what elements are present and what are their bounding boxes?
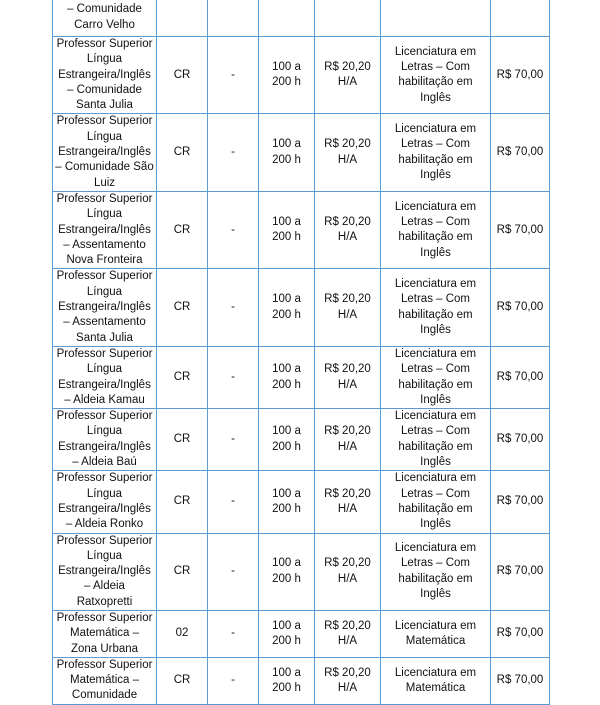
- valor-hora-cell: [315, 610, 381, 657]
- valor-hora-cell: [315, 533, 381, 610]
- cargo-cell-line: Zona Urbana: [70, 642, 139, 655]
- pne-cell: [208, 0, 259, 37]
- requisito-cell-line: Licenciatura em: [394, 472, 477, 485]
- valor-hora-cell: [315, 409, 381, 471]
- cargo-cell-line: Estrangeira/Inglês: [58, 301, 151, 314]
- valor-hora-cell: [315, 37, 381, 114]
- carga-horaria-cell: [259, 610, 315, 657]
- carga-horaria-cell: [259, 0, 315, 37]
- requisito-cell-line: habilitação em: [398, 572, 473, 585]
- valor-hora-cell-line: H/A: [337, 572, 358, 585]
- carga-horaria-cell: [259, 471, 315, 533]
- cargo-cell-line: Língua: [86, 130, 123, 143]
- carga-horaria-cell-line: 200 h: [272, 502, 301, 515]
- requisito-cell-line: Inglês: [420, 246, 451, 259]
- carga-horaria-cell-line: 100 a: [272, 557, 301, 570]
- valor-hora-cell-line: H/A: [337, 681, 358, 694]
- remuneracao-cell: R$ 70,00: [491, 37, 550, 114]
- cargo-cell-line: Luiz: [93, 176, 116, 189]
- valor-hora-cell-line: R$ 20,20: [324, 293, 371, 306]
- carga-horaria-cell-line: 200 h: [272, 634, 301, 647]
- cargo-cell-line: Professor Superior: [56, 410, 153, 423]
- valor-hora-cell-line: R$ 20,20: [324, 60, 371, 73]
- requisito-cell: [381, 409, 491, 471]
- vagas-cell: CR: [157, 114, 208, 191]
- cargo-cell-line: Comunidade: [71, 689, 138, 702]
- carga-horaria-cell-line: 100 a: [272, 215, 301, 228]
- valor-hora-cell-line: R$ 20,20: [324, 619, 371, 632]
- cargo-cell-line: – Comunidade: [67, 83, 142, 96]
- cargo-cell-line: – Assentamento: [63, 238, 146, 251]
- carga-horaria-cell-line: 200 h: [272, 76, 301, 89]
- requisito-cell-line: Inglês: [420, 323, 451, 336]
- remuneracao-cell: R$ 70,00: [491, 346, 550, 408]
- requisito-cell-line: Letras – Com: [400, 425, 471, 438]
- valor-hora-cell-line: H/A: [337, 153, 358, 166]
- requisito-cell: [381, 657, 491, 704]
- cargo-cell: [53, 191, 157, 268]
- valor-hora-cell: [315, 657, 381, 704]
- valor-hora-cell-line: R$ 20,20: [324, 425, 371, 438]
- cargo-cell-line: Professor Superior: [56, 472, 153, 485]
- cargo-cell-line: Ratxopretti: [76, 595, 133, 608]
- cargo-cell-line: Santa Julia: [76, 99, 133, 112]
- cargo-cell: [53, 37, 157, 114]
- pne-cell: -: [208, 114, 259, 191]
- table-row: [53, 610, 550, 657]
- cargo-cell-line: Estrangeira/Inglês: [58, 440, 151, 453]
- valor-hora-cell-line: R$ 20,20: [324, 557, 371, 570]
- carga-horaria-cell: [259, 37, 315, 114]
- cargo-cell-line: Estrangeira/Inglês: [58, 223, 151, 236]
- requisito-cell: [381, 610, 491, 657]
- carga-horaria-cell: [259, 346, 315, 408]
- requisito-cell-line: habilitação em: [398, 153, 473, 166]
- table-row: [53, 269, 550, 346]
- cargo-cell-line: Professor Superior: [56, 347, 153, 360]
- carga-horaria-cell: [259, 657, 315, 704]
- cargo-cell-line: Carro Velho: [74, 18, 135, 31]
- cargo-cell: [53, 269, 157, 346]
- requisito-cell-line: Inglês: [420, 518, 451, 531]
- requisito-cell-line: Licenciatura em: [394, 542, 477, 555]
- valor-hora-cell-line: H/A: [337, 440, 358, 453]
- carga-horaria-cell: [259, 114, 315, 191]
- pne-cell: -: [208, 409, 259, 471]
- carga-horaria-cell: [259, 269, 315, 346]
- requisito-cell: [381, 0, 491, 37]
- valor-hora-cell-line: H/A: [337, 378, 358, 391]
- cargo-cell-line: Língua: [86, 53, 123, 66]
- table-row: [53, 37, 550, 114]
- carga-horaria-cell-line: 200 h: [272, 681, 301, 694]
- cargo-cell-line: Língua: [86, 425, 123, 438]
- carga-horaria-cell-line: 200 h: [272, 378, 301, 391]
- carga-horaria-cell-line: 100 a: [272, 363, 301, 376]
- remuneracao-cell: R$ 70,00: [491, 471, 550, 533]
- remuneracao-cell: R$ 70,00: [491, 657, 550, 704]
- pne-cell: -: [208, 346, 259, 408]
- cargo-cell-line: Estrangeira/Inglês: [58, 378, 151, 391]
- carga-horaria-cell-line: 200 h: [272, 440, 301, 453]
- requisito-cell-line: habilitação em: [398, 308, 473, 321]
- requisito-cell-line: Licenciatura em: [394, 347, 477, 360]
- valor-hora-cell-line: H/A: [337, 308, 358, 321]
- valor-hora-cell: [315, 0, 381, 37]
- requisito-cell-line: Licenciatura em: [394, 666, 477, 679]
- cargo-cell-line: – Assentamento: [63, 316, 146, 329]
- requisito-cell-line: Letras – Com: [400, 557, 471, 570]
- carga-horaria-cell-line: 100 a: [272, 425, 301, 438]
- valor-hora-cell-line: H/A: [337, 502, 358, 515]
- requisito-cell-line: habilitação em: [398, 76, 473, 89]
- cargo-cell-line: Professor Superior: [56, 611, 153, 624]
- table-row: [53, 657, 550, 704]
- requisito-cell-line: Letras – Com: [400, 293, 471, 306]
- cargo-cell-line: Matemática –: [69, 674, 140, 687]
- cargo-cell-line: Professor Superior: [56, 192, 153, 205]
- table-row: [53, 533, 550, 610]
- table-row: [53, 114, 550, 191]
- vagas-cell: CR: [157, 37, 208, 114]
- requisito-cell: [381, 346, 491, 408]
- pne-cell: -: [208, 610, 259, 657]
- vagas-cell: CR: [157, 657, 208, 704]
- cargo-cell-line: – Comunidade: [67, 3, 142, 16]
- carga-horaria-cell-line: 200 h: [272, 153, 301, 166]
- valor-hora-cell-line: H/A: [337, 634, 358, 647]
- cargo-cell-line: Professor Superior: [56, 534, 153, 547]
- valor-hora-cell: [315, 346, 381, 408]
- remuneracao-cell: R$ 70,00: [491, 409, 550, 471]
- requisito-cell-line: habilitação em: [398, 440, 473, 453]
- requisito-cell-line: Inglês: [420, 91, 451, 104]
- carga-horaria-cell: [259, 533, 315, 610]
- pne-cell: -: [208, 37, 259, 114]
- requisito-cell-line: Licenciatura em: [394, 278, 477, 291]
- cargo-cell-line: – Aldeia Baú: [72, 456, 137, 469]
- requisito-cell: [381, 114, 491, 191]
- carga-horaria-cell-line: 200 h: [272, 308, 301, 321]
- valor-hora-cell: [315, 471, 381, 533]
- pne-cell: -: [208, 533, 259, 610]
- cargo-cell: [53, 346, 157, 408]
- cargo-cell-line: Língua: [86, 208, 123, 221]
- vagas-cell: CR: [157, 409, 208, 471]
- cargo-cell: [53, 471, 157, 533]
- valor-hora-cell-line: H/A: [337, 76, 358, 89]
- valor-hora-cell-line: R$ 20,20: [324, 363, 371, 376]
- table-row: [53, 409, 550, 471]
- carga-horaria-cell: [259, 191, 315, 268]
- valor-hora-cell: [315, 191, 381, 268]
- requisito-cell-line: habilitação em: [398, 502, 473, 515]
- cargo-cell-line: Língua: [86, 285, 123, 298]
- cargo-cell-line: Professor Superior: [56, 38, 153, 50]
- vagas-cell: 02: [157, 610, 208, 657]
- cargo-cell: [53, 533, 157, 610]
- pne-cell: -: [208, 191, 259, 268]
- valor-hora-cell-line: R$ 20,20: [324, 215, 371, 228]
- requisito-cell: [381, 471, 491, 533]
- cargo-cell-line: Nova Fronteira: [66, 254, 143, 267]
- valor-hora-cell-line: R$ 20,20: [324, 487, 371, 500]
- requisito-cell-line: Matemática: [405, 634, 466, 647]
- cargo-cell-line: Estrangeira/Inglês: [58, 565, 151, 578]
- cargo-cell-line: – Aldeia Kamau: [64, 393, 145, 406]
- cargo-cell-line: Matemática –: [69, 627, 140, 640]
- cargo-cell: [53, 0, 157, 37]
- vagas-cell: CR: [157, 269, 208, 346]
- carga-horaria-cell-line: 100 a: [272, 619, 301, 632]
- cargo-cell-line: Estrangeira/Inglês: [58, 146, 151, 159]
- cargo-cell-line: – Comunidade São: [55, 161, 154, 174]
- carga-horaria-cell-line: 100 a: [272, 293, 301, 306]
- requisito-cell-line: Letras – Com: [400, 487, 471, 500]
- cargo-cell: [53, 409, 157, 471]
- vagas-cell: CR: [157, 191, 208, 268]
- valor-hora-cell: [315, 269, 381, 346]
- cargo-cell-line: Estrangeira/Inglês: [58, 68, 151, 81]
- remuneracao-cell: R$ 70,00: [491, 114, 550, 191]
- carga-horaria-cell-line: 100 a: [272, 138, 301, 151]
- cargo-cell: [53, 610, 157, 657]
- valor-hora-cell-line: H/A: [337, 231, 358, 244]
- pne-cell: -: [208, 269, 259, 346]
- cargo-cell-line: Professor Superior: [56, 270, 153, 283]
- requisito-cell-line: Inglês: [420, 169, 451, 182]
- table-row: [53, 471, 550, 533]
- pne-cell: -: [208, 657, 259, 704]
- requisito-cell-line: Licenciatura em: [394, 200, 477, 213]
- requisito-cell-line: habilitação em: [398, 231, 473, 244]
- valor-hora-cell-line: R$ 20,20: [324, 666, 371, 679]
- requisito-cell: [381, 269, 491, 346]
- remuneracao-cell: R$ 70,00: [491, 191, 550, 268]
- requisito-cell-line: Inglês: [420, 393, 451, 406]
- requisito-cell-line: Letras – Com: [400, 215, 471, 228]
- carga-horaria-cell-line: 100 a: [272, 60, 301, 73]
- requisito-cell-line: Licenciatura em: [394, 410, 477, 423]
- requisito-cell-line: Licenciatura em: [394, 45, 477, 58]
- remuneracao-cell: R$ 70,00: [491, 269, 550, 346]
- valor-hora-cell-line: R$ 20,20: [324, 138, 371, 151]
- requisito-cell-line: Inglês: [420, 456, 451, 469]
- cargo-cell-line: Língua: [86, 363, 123, 376]
- requisito-cell-line: Inglês: [420, 588, 451, 601]
- requisito-cell: [381, 533, 491, 610]
- cargo-cell: [53, 114, 157, 191]
- remuneracao-cell: R$ 70,00: [491, 610, 550, 657]
- cargo-cell-line: Língua: [86, 487, 123, 500]
- requisito-cell-line: habilitação em: [398, 378, 473, 391]
- valor-hora-cell: [315, 114, 381, 191]
- vacancy-table: [52, 0, 550, 705]
- cargo-cell-line: Professor Superior: [56, 115, 153, 128]
- vagas-cell: CR: [157, 471, 208, 533]
- requisito-cell-line: Matemática: [405, 681, 466, 694]
- requisito-cell-line: Licenciatura em: [394, 619, 477, 632]
- requisito-cell-line: Letras – Com: [400, 60, 471, 73]
- cargo-cell-line: Professor Superior: [56, 658, 153, 671]
- pne-cell: -: [208, 471, 259, 533]
- requisito-cell-line: Letras – Com: [400, 138, 471, 151]
- requisito-cell: [381, 37, 491, 114]
- table-row: [53, 0, 550, 37]
- carga-horaria-cell-line: 100 a: [272, 666, 301, 679]
- carga-horaria-cell-line: 100 a: [272, 487, 301, 500]
- cargo-cell-line: Língua: [86, 549, 123, 562]
- carga-horaria-cell-line: 200 h: [272, 572, 301, 585]
- carga-horaria-cell-line: 200 h: [272, 231, 301, 244]
- cargo-cell-line: – Aldeia Ronko: [65, 518, 144, 531]
- vagas-cell: CR: [157, 533, 208, 610]
- requisito-cell-line: Licenciatura em: [394, 123, 477, 136]
- cargo-cell-line: Santa Julia: [76, 331, 133, 344]
- cargo-cell-line: – Aldeia: [84, 580, 125, 593]
- table-row: [53, 191, 550, 268]
- cargo-cell-line: Estrangeira/Inglês: [58, 502, 151, 515]
- requisito-cell-line: Letras – Com: [400, 363, 471, 376]
- vagas-cell: [157, 0, 208, 37]
- cargo-cell: [53, 657, 157, 704]
- vagas-cell: CR: [157, 346, 208, 408]
- carga-horaria-cell: [259, 409, 315, 471]
- requisito-cell: [381, 191, 491, 268]
- remuneracao-cell: [491, 0, 550, 37]
- remuneracao-cell: R$ 70,00: [491, 533, 550, 610]
- table-row: [53, 346, 550, 408]
